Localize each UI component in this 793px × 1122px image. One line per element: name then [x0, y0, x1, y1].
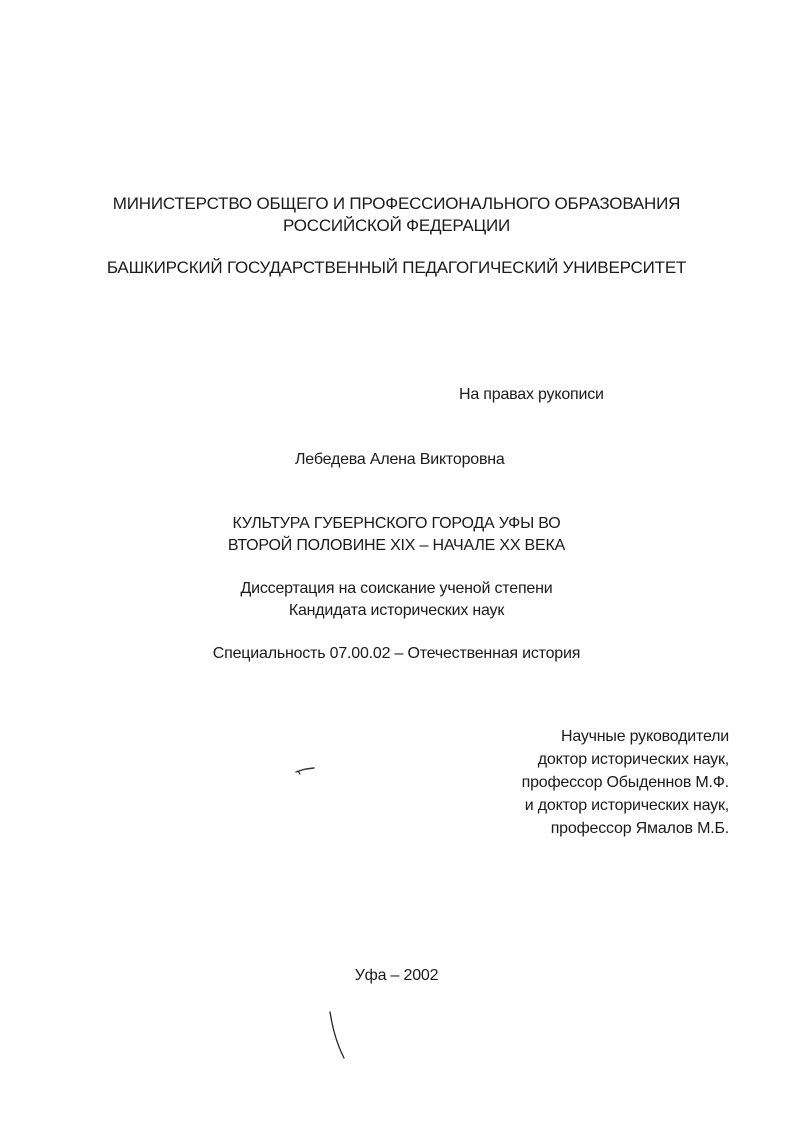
advisor-1-name: профессор Обыденнов М.Ф.	[521, 774, 729, 791]
degree-line-1: Диссертация на соискание ученой степени	[240, 580, 553, 597]
scan-mark-stroke	[326, 1010, 350, 1062]
city-year: Уфа – 2002	[354, 967, 439, 984]
ministry-line-1: МИНИСТЕРСТВО ОБЩЕГО И ПРОФЕССИОНАЛЬНОГО ОБРАЗОВАНИЯ	[112, 194, 681, 213]
thesis-title-line-1: КУЛЬТУРА ГУБЕРНСКОГО ГОРОДА УФЫ ВО	[232, 515, 561, 532]
university-name: БАШКИРСКИЙ ГОСУДАРСТВЕННЫЙ ПЕДАГОГИЧЕСКИЙ УНИВЕРСИТЕТ	[106, 258, 687, 277]
advisors-block	[522, 725, 729, 840]
thesis-title-line-2: ВТОРОЙ ПОЛОВИНЕ XIX – НАЧАЛЕ XX ВЕКА	[227, 537, 566, 554]
author-name: Лебедева Алена Викторовна	[295, 451, 505, 468]
advisor-2-name: профессор Ямалов М.Б.	[550, 820, 729, 837]
advisor-1-degree: доктор исторических наук,	[537, 751, 729, 768]
manuscript-note: На правах рукописи	[459, 386, 604, 403]
specialty-line: Специальность 07.00.02 – Отечественная история	[212, 645, 581, 662]
ministry-line-2: РОССИЙСКОЙ ФЕДЕРАЦИИ	[282, 216, 510, 235]
scan-mark-small	[294, 762, 318, 776]
advisor-2-degree: и доктор исторических наук,	[524, 797, 729, 814]
degree-line-2: Кандидата исторических наук	[288, 602, 505, 619]
advisors-heading: Научные руководители	[560, 728, 729, 745]
